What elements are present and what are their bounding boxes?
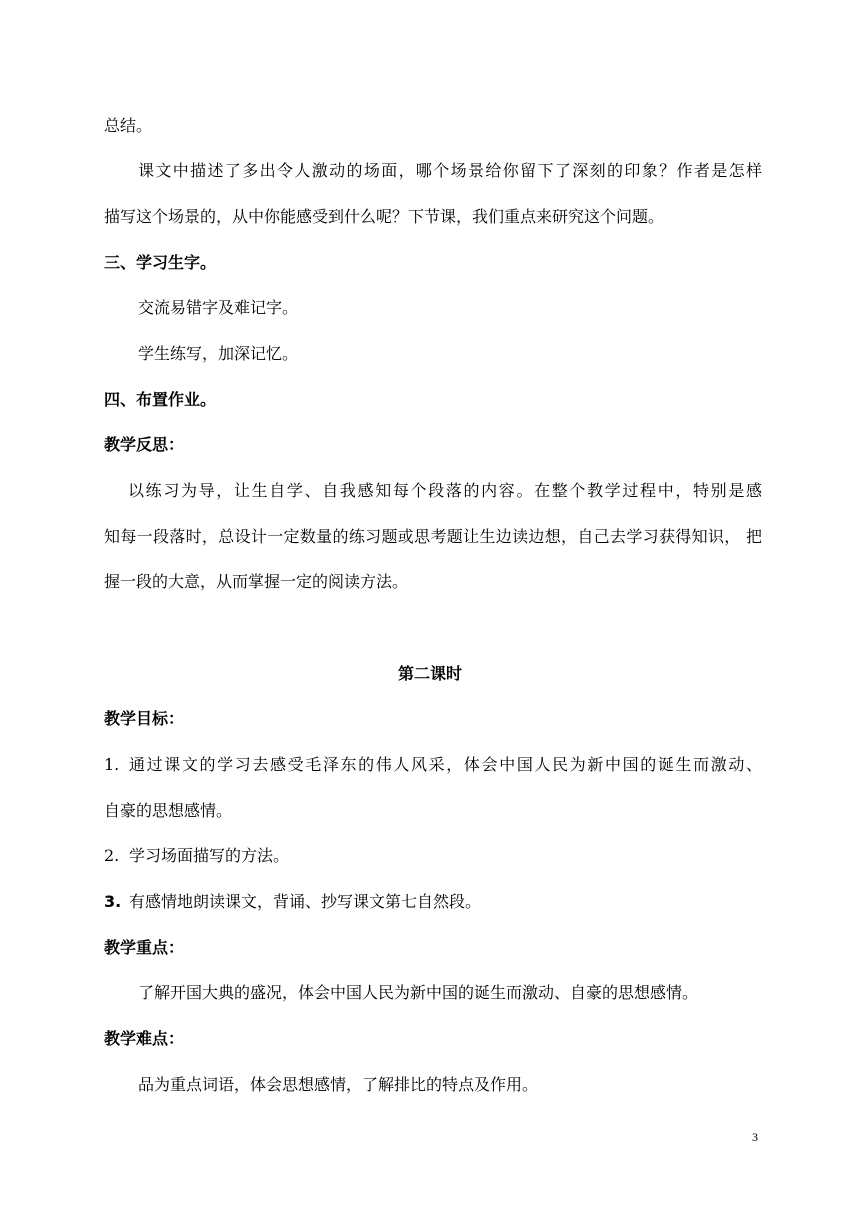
list-item-text: 学习场面描写的方法。 [129,846,290,865]
paragraph-line: 知每一段落时，总设计一定数量的练习题或思考题让生边读边想，自己去学习获得知识， 把 [104,527,762,546]
list-number: 2. [104,846,120,865]
section-heading: 三、学习生字。 [104,253,217,272]
page-number: 3 [752,1130,758,1144]
section-heading: 教学重点： [104,938,185,957]
section-heading: 教学难点： [104,1029,185,1048]
paragraph-line: 以练习为导，让生自学、自我感知每个段落的内容。在整个教学过程中，特别是感 [128,481,762,500]
list-item-text: 通过课文的学习去感受毛泽东的伟人风采，体会中国人民为新中国的诞生而激动、 [129,755,762,774]
list-number: 1. [104,755,120,774]
paragraph-line: 描写这个场景的，从中你能感受到什么呢？下节课，我们重点来研究这个问题。 [104,207,665,226]
list-number: 3. [104,892,122,911]
paragraph-line: 学生练写，加深记忆。 [138,344,299,363]
paragraph-line: 自豪的思想感情。 [104,801,233,820]
summary-line: 总结。 [104,116,153,135]
paragraph-line: 了解开国大典的盛况，体会中国人民为新中国的诞生而激动、自豪的思想感情。 [138,983,699,1002]
paragraph-line: 交流易错字及难记字。 [138,298,299,317]
section-heading: 教学目标： [104,709,185,728]
paragraph-line: 课文中描述了多出令人激动的场面，哪个场景给你留下了深刻的印象？作者是怎样 [138,161,762,180]
paragraph-line: 握一段的大意，从而掌握一定的阅读方法。 [104,572,409,591]
paragraph-line: 品为重点词语，体会思想感情，了解排比的特点及作用。 [138,1075,539,1094]
lesson-title: 第二课时 [397,664,462,683]
section-heading: 教学反思： [104,435,185,454]
list-item-text: 有感情地朗读课文，背诵、抄写课文第七自然段。 [129,892,482,911]
section-heading: 四、布置作业。 [104,390,217,409]
